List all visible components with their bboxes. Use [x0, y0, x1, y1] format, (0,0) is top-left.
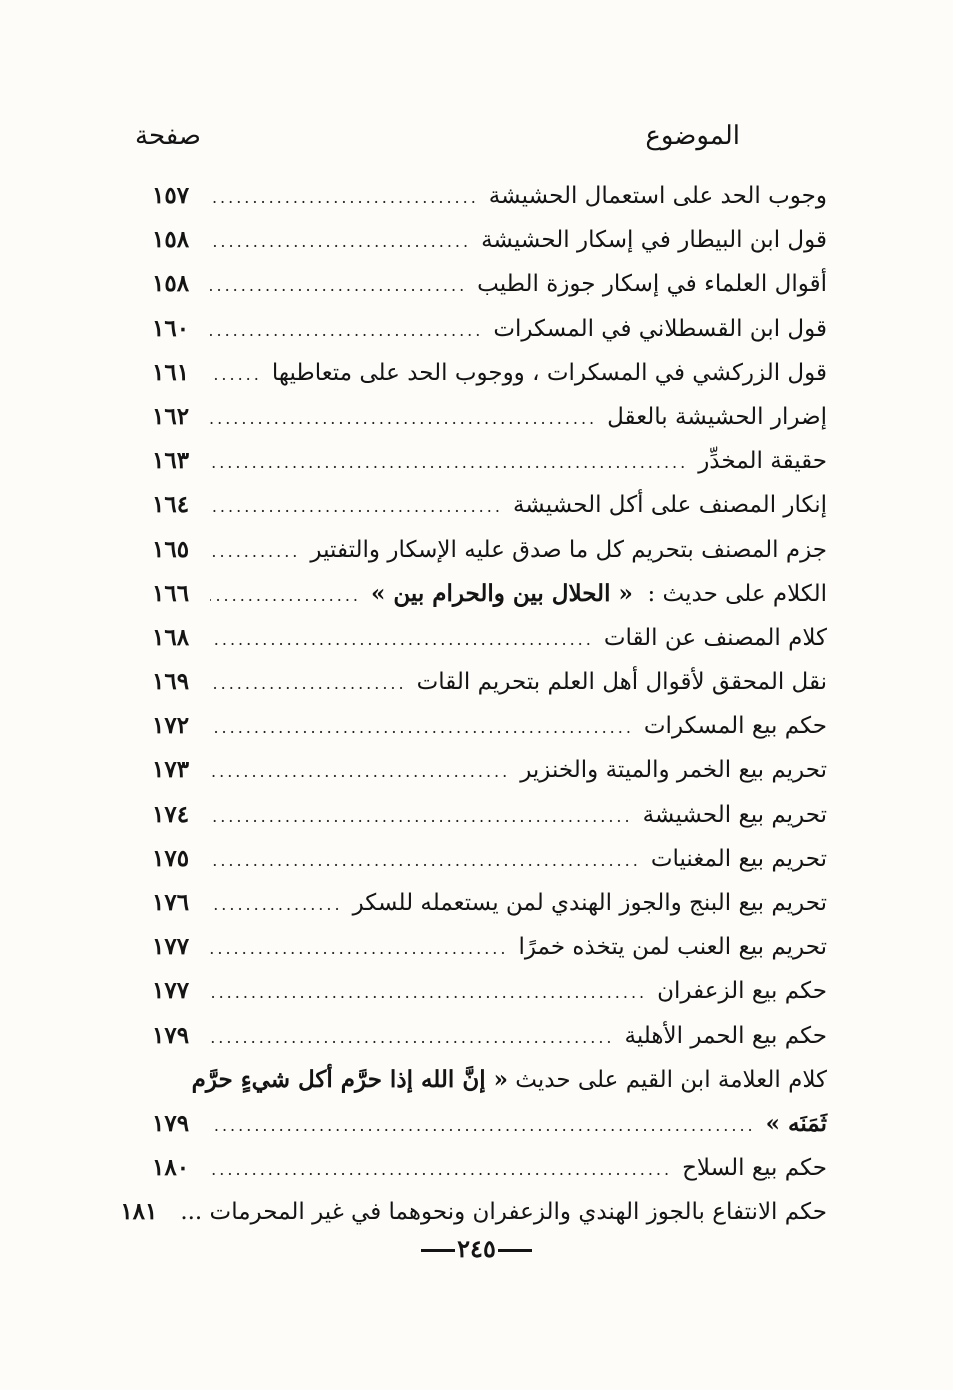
- toc-entry-page: ١٥٧: [152, 182, 190, 209]
- toc-entry: [152, 660, 827, 704]
- toc-entry-title: إضرار الحشيشة بالعقل: [607, 403, 827, 430]
- toc-entry-page: ١٧٧: [152, 933, 190, 961]
- dot-leader: [210, 971, 647, 1015]
- toc-entry-title: حكم الانتفاع بالجوز الهندي والزعفران ونحوهما في غير المحرمات ...: [180, 1199, 827, 1226]
- toc-entry: [152, 704, 827, 748]
- toc-entry-page: ١٦٥: [152, 535, 190, 563]
- toc-entry-title: [365, 572, 827, 616]
- hadith-quote: « الحلال بين والحرام بين »: [371, 579, 633, 607]
- toc-entry-title: حكم بيع الحمر الأهلية: [624, 1022, 827, 1049]
- footer-dash-right: [498, 1249, 532, 1252]
- dot-leader: [210, 441, 688, 485]
- dot-leader: [210, 795, 633, 839]
- dot-leader: [210, 530, 300, 574]
- dot-leader: [210, 176, 479, 220]
- toc-entry: [152, 351, 827, 395]
- toc-entry-page: ١٨١: [120, 1198, 158, 1226]
- toc-entry: [152, 793, 827, 837]
- toc-entry: [152, 528, 827, 572]
- toc-entry-title: أقوال العلماء في إسكار جوزة الطيب: [477, 271, 827, 298]
- dot-leader: [210, 662, 407, 706]
- toc-entry-title: إنكار المصنف على أكل الحشيشة: [512, 492, 827, 519]
- toc-entry: [152, 483, 827, 527]
- toc-entry-page: ١٦٢: [152, 402, 190, 430]
- toc-entry-title: حكم بيع المسكرات: [643, 713, 827, 740]
- toc-entry-page: ١٦٠: [152, 314, 190, 342]
- toc-entry-title: وجوب الحد على استعمال الحشيشة: [488, 183, 827, 209]
- toc-entry-title: قول ابن البيطار في إسكار الحشيشة: [481, 227, 827, 254]
- toc-entry-page: ١٦٩: [152, 668, 190, 696]
- toc-entry-title: جزم المصنف بتحريم كل ما صدق عليه الإسكار والتفتير: [310, 536, 827, 563]
- toc-entry: [152, 881, 827, 925]
- dot-leader: [210, 353, 262, 397]
- toc-entry-title: كلام المصنف عن القات: [603, 624, 827, 651]
- toc-entry: [152, 307, 827, 351]
- toc-entry-title: تحريم بيع العنب لمن يتخذه خمرًا: [518, 934, 827, 961]
- toc-entry-title: نقل المحقق لأقوال أهل العلم بتحريم القات: [416, 669, 827, 696]
- toc-header: [135, 118, 740, 158]
- toc-entry-title: حكم بيع الزعفران: [657, 978, 827, 1005]
- toc-entry: [152, 439, 827, 483]
- toc-entry-page: ١٥٨: [152, 270, 190, 298]
- page-number: ٢٤٥: [457, 1234, 496, 1263]
- toc-entry-page: ١٦٨: [152, 623, 190, 651]
- toc-entry-title: تحريم بيع الحشيشة: [642, 801, 827, 828]
- dot-leader: [210, 927, 508, 971]
- toc-entry-page: ١٧٥: [152, 844, 190, 872]
- table-of-contents: [120, 174, 827, 1235]
- toc-entry-page: ١٧٩: [152, 1109, 190, 1137]
- toc-entry-title: قول ابن القسطلاني في المسكرات: [493, 315, 827, 342]
- toc-entry-title: [186, 1058, 827, 1102]
- toc-entry-title: تحريم بيع المغنيات: [650, 845, 827, 872]
- toc-entry-page: ١٥٨: [152, 226, 190, 254]
- toc-entry-page: ١٧٣: [152, 756, 190, 784]
- toc-entry: [152, 616, 827, 660]
- toc-entry: [152, 218, 827, 262]
- toc-entry-page: ١٦٤: [152, 491, 190, 519]
- toc-entry-title: حكم بيع السلاح: [682, 1155, 827, 1182]
- page-column-label: صفحة: [135, 121, 201, 151]
- dot-leader: [210, 397, 597, 441]
- footer-dash-left: [421, 1249, 455, 1252]
- toc-entry-page: ١٦٦: [152, 579, 190, 607]
- toc-entry-title-text: الكلام على حديث :: [647, 580, 827, 607]
- hadith-quote-continuation: ثَمَنَه »: [765, 1109, 827, 1137]
- dot-leader: [210, 309, 483, 353]
- dot-leader: [210, 618, 594, 662]
- dot-leader: [210, 883, 343, 927]
- toc-entry-title: تحريم بيع الخمر والميتة والخنزير: [520, 757, 827, 784]
- toc-entry: [152, 572, 827, 616]
- dot-leader: [210, 1148, 672, 1192]
- toc-entry-page: ١٧٦: [152, 889, 190, 916]
- dot-leader: [210, 706, 634, 750]
- toc-entry: [152, 262, 827, 306]
- dot-leader: [210, 264, 467, 308]
- hadith-quote: « إنَّ الله إذا حرَّم أكل شيءٍ حرَّم: [191, 1065, 508, 1093]
- toc-entry: [152, 1058, 827, 1102]
- toc-entry-title-text: كلام العلامة ابن القيم على حديث: [515, 1066, 827, 1093]
- toc-entry-page: ١٧٤: [152, 800, 190, 828]
- toc-entry-page: ١٧٧: [152, 977, 190, 1005]
- dot-leader: [210, 485, 503, 529]
- topic-column-label: الموضوع: [645, 121, 740, 151]
- toc-entry: [152, 395, 827, 439]
- dot-leader: [210, 220, 471, 264]
- dot-leader: [210, 1016, 615, 1060]
- toc-entry: [152, 748, 827, 792]
- toc-entry: [152, 1146, 827, 1190]
- toc-entry: [120, 1190, 827, 1234]
- dot-leader: [210, 574, 361, 618]
- toc-entry: [152, 925, 827, 969]
- toc-entry: [152, 174, 827, 218]
- toc-entry-title: تحريم بيع البنج والجوز الهندي لمن يستعمله للسكر: [352, 890, 827, 916]
- toc-entry-title: حقيقة المخدِّر: [698, 448, 827, 475]
- toc-entry: [152, 969, 827, 1013]
- toc-entry-page: ١٨٠: [152, 1154, 190, 1182]
- toc-entry: [152, 1014, 827, 1058]
- toc-entry-continuation: [152, 1102, 827, 1146]
- dot-leader: [210, 839, 641, 883]
- toc-entry-page: ١٦١: [152, 358, 190, 386]
- toc-entry-page: ١٧٢: [152, 712, 190, 740]
- page-footer: [0, 1234, 953, 1263]
- toc-entry-title: قول الزركشي في المسكرات ، ووجوب الحد على متعاطيها: [271, 359, 827, 386]
- dot-leader: [210, 1104, 756, 1148]
- toc-entry-page: ١٧٩: [152, 1021, 190, 1049]
- toc-entry-page: ١٦٣: [152, 447, 190, 475]
- toc-entry: [152, 837, 827, 881]
- dot-leader: [210, 750, 510, 794]
